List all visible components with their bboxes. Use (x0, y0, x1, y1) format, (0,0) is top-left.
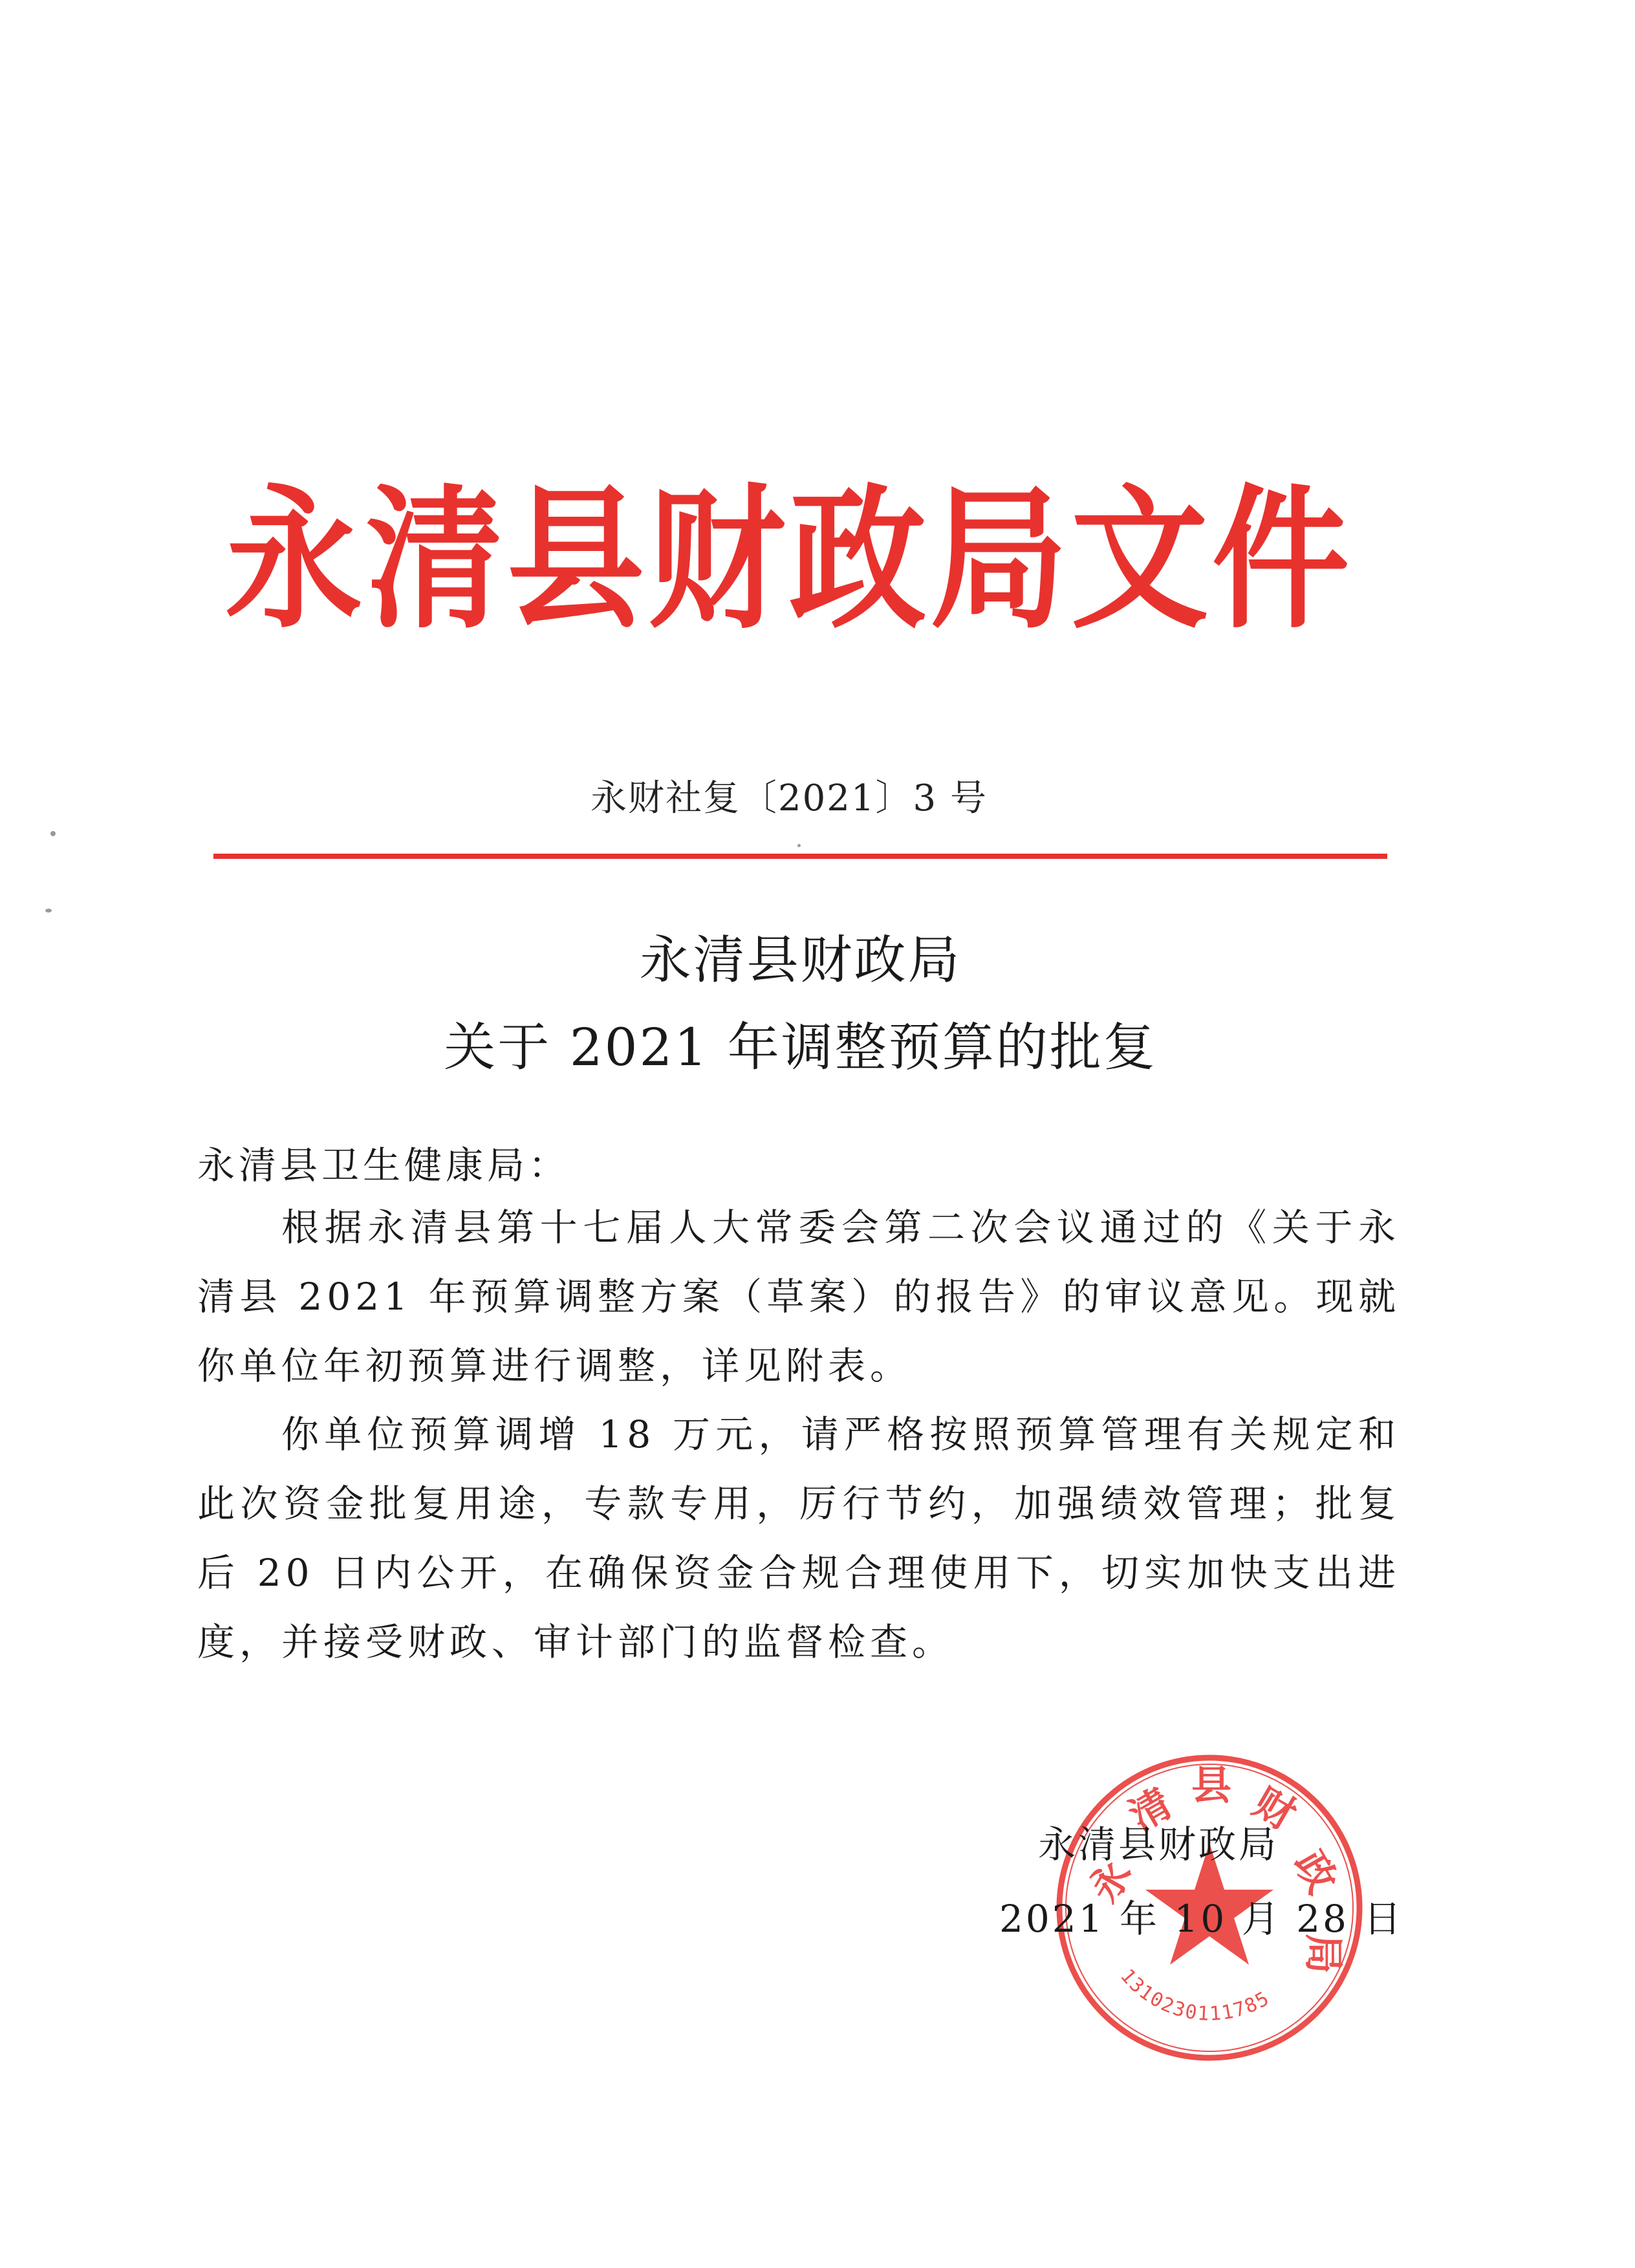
scan-speck (797, 844, 801, 847)
body-paragraph-2: 你单位预算调增 18 万元，请严格按照预算管理有关规定和此次资金批复用途，专款专用，厉行节约，加强绩效管理；批复后 20 日内公开，在确保资金合规合理使用下，切实加快支出进度，并接受财政、审计部门的监督检查。 (197, 1412, 1400, 1664)
svg-text:清: 清 (1121, 1779, 1180, 1841)
document-number: 永财社复〔2021〕3 号 (590, 777, 988, 819)
svg-text:县: 县 (1191, 1762, 1232, 1809)
body-paragraph-1: 根据永清县第十七届人大常委会第二次会议通过的《关于永清县 2021 年预算调整方案（草案）的报告》的审议意见。现就你单位年初预算进行调整，详见附表。 (197, 1205, 1400, 1388)
addressee: 永清县卫生健康局： (197, 1143, 570, 1187)
svg-text:财: 财 (1245, 1778, 1305, 1839)
document-masthead: 永清县财政局文件 (225, 470, 1353, 649)
scan-speck (45, 909, 52, 913)
title-subject: 关于 2021 年调整预算的批复 (444, 1017, 1157, 1077)
svg-text:1310230111785: 1310230111785 (1116, 1965, 1274, 2026)
svg-text:政: 政 (1285, 1842, 1347, 1901)
signer-name: 永清县财政局 (1038, 1822, 1279, 1866)
svg-text:局: 局 (1300, 1934, 1347, 1974)
scan-speck (50, 831, 56, 836)
signature-date: 2021 年 10 月 28 日 (999, 1897, 1404, 1941)
red-divider (213, 854, 1387, 859)
title-issuer: 永清县财政局 (639, 930, 962, 990)
svg-text:永: 永 (1079, 1852, 1141, 1911)
